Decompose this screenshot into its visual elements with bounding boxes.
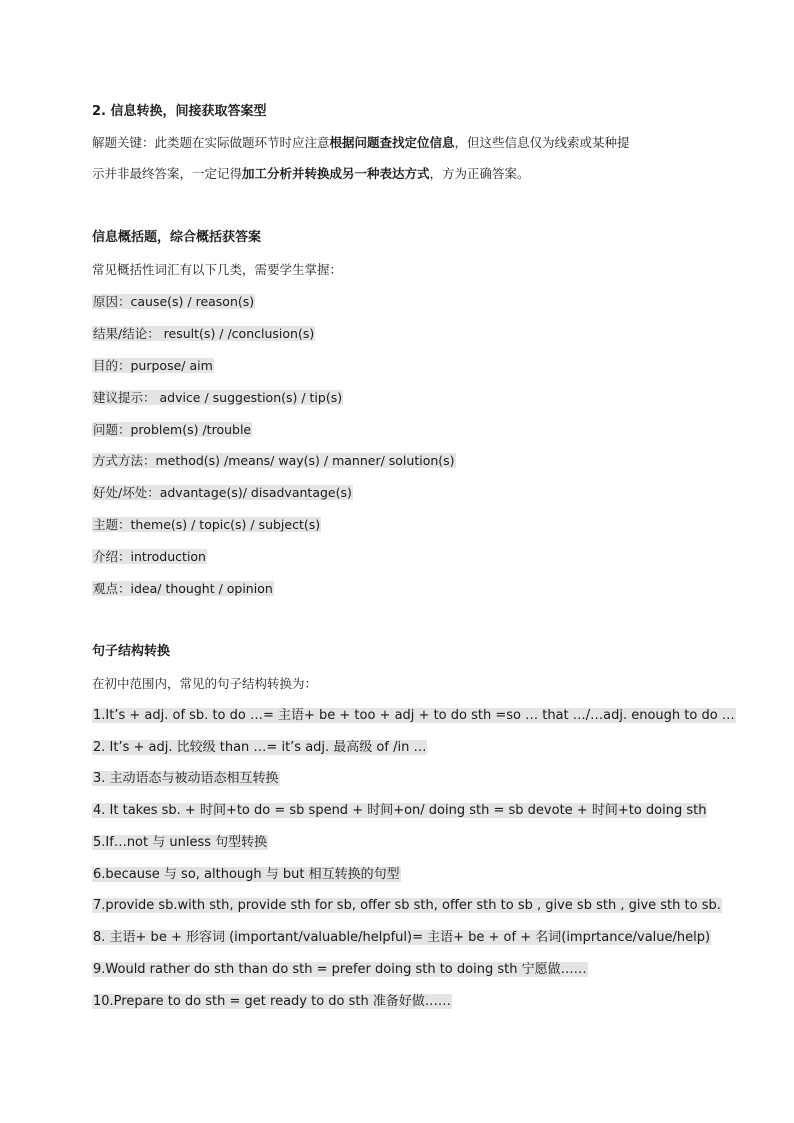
highlighted-text: 问题：problem(s) /trouble <box>93 422 252 437</box>
vocab-item <box>92 451 456 471</box>
section-title-summary: 信息概括题，综合概括获答案 <box>92 230 262 245</box>
paragraph-line <box>92 133 630 153</box>
highlighted-text: 结果/结论： result(s) / /conclusion(s) <box>93 326 315 341</box>
highlighted-text: 方式方法：method(s) /means/ way(s) / manner/ solution(s) <box>93 453 455 468</box>
bold-text: 根据问题查找定位信息 <box>329 135 455 150</box>
text: 解题关键：此类题在实际做题环节时应注意 <box>92 135 330 150</box>
highlighted-text: 好处/坏处：advantage(s)/ disadvantage(s) <box>93 485 352 500</box>
structure-item <box>92 769 280 789</box>
vocab-item <box>92 547 207 567</box>
highlighted-text: 4. It takes sb. + 时间+to do = sb spend + 时间+on/ doing sth = sb devote + 时间+to doing sth <box>93 803 707 818</box>
highlighted-text: 介绍：introduction <box>93 549 206 564</box>
text: ，但这些信息仅为线索或某种提 <box>454 135 630 150</box>
structure-item <box>92 706 736 726</box>
section-title-sentence-structure: 句子结构转换 <box>92 644 171 659</box>
vocab-item <box>92 420 252 440</box>
structure-item <box>92 738 427 758</box>
structure-item <box>92 992 452 1012</box>
highlighted-text: 2. It’s + adj. 比较级 than …= it’s adj. 最高级 of /in … <box>93 740 427 755</box>
highlighted-text: 10.Prepare to do sth = get ready to do sth 准备好做…… <box>93 994 451 1009</box>
highlighted-text: 7.provide sb.with sth, provide sth for sb, offer sb sth, offer sth to sb , give sb sth , give sth to sb. <box>93 898 721 913</box>
highlighted-text: 建议提示： advice / suggestion(s) / tip(s) <box>93 390 343 405</box>
text: 示并非最终答案，一定记得 <box>92 166 243 181</box>
highlighted-text: 观点：idea/ thought / opinion <box>93 581 273 596</box>
highlighted-text: 1.It’s + adj. of sb. to do …= 主语+ be + too + adj + to do sth =so … that …/…adj. enough to do … <box>93 708 735 723</box>
highlighted-text: 9.Would rather do sth than do sth = prefer doing sth to doing sth 宁愿做…… <box>93 962 587 977</box>
structure-item <box>92 801 707 821</box>
highlighted-text: 原因：cause(s) / reason(s) <box>93 294 255 309</box>
text: ，方为正确答案。 <box>429 166 530 181</box>
section-intro: 常见概括性词汇有以下几类，需要学生掌握： <box>92 262 343 277</box>
structure-item <box>92 896 722 916</box>
structure-item <box>92 960 588 980</box>
vocab-item <box>92 579 274 599</box>
highlighted-text: 6.because 与 so, although 与 but 相互转换的句型 <box>93 867 400 882</box>
vocab-item <box>92 483 353 503</box>
vocab-item <box>92 388 343 408</box>
highlighted-text: 5.If…not 与 unless 句型转换 <box>93 835 268 850</box>
vocab-item <box>92 292 255 312</box>
vocab-item <box>92 356 214 376</box>
paragraph-line <box>92 164 530 184</box>
structure-item <box>92 865 401 885</box>
section-intro: 在初中范围内，常见的句子结构转换为： <box>92 676 318 691</box>
highlighted-text: 3. 主动语态与被动语态相互转换 <box>93 771 279 786</box>
highlighted-text: 主题：theme(s) / topic(s) / subject(s) <box>93 517 321 532</box>
bold-text: 加工分析并转换成另一种表达方式 <box>242 166 430 181</box>
highlighted-text: 8. 主语+ be + 形容词 (important/valuable/helpful)= 主语+ be + of + 名词(imprtance/value/help) <box>93 930 711 945</box>
structure-item <box>92 928 711 948</box>
highlighted-text: 目的：purpose/ aim <box>93 358 213 373</box>
section-title-info-conversion: 2. 信息转换，间接获取答案型 <box>92 104 267 119</box>
vocab-item <box>92 515 321 535</box>
vocab-item <box>92 324 315 344</box>
structure-item <box>92 833 268 853</box>
